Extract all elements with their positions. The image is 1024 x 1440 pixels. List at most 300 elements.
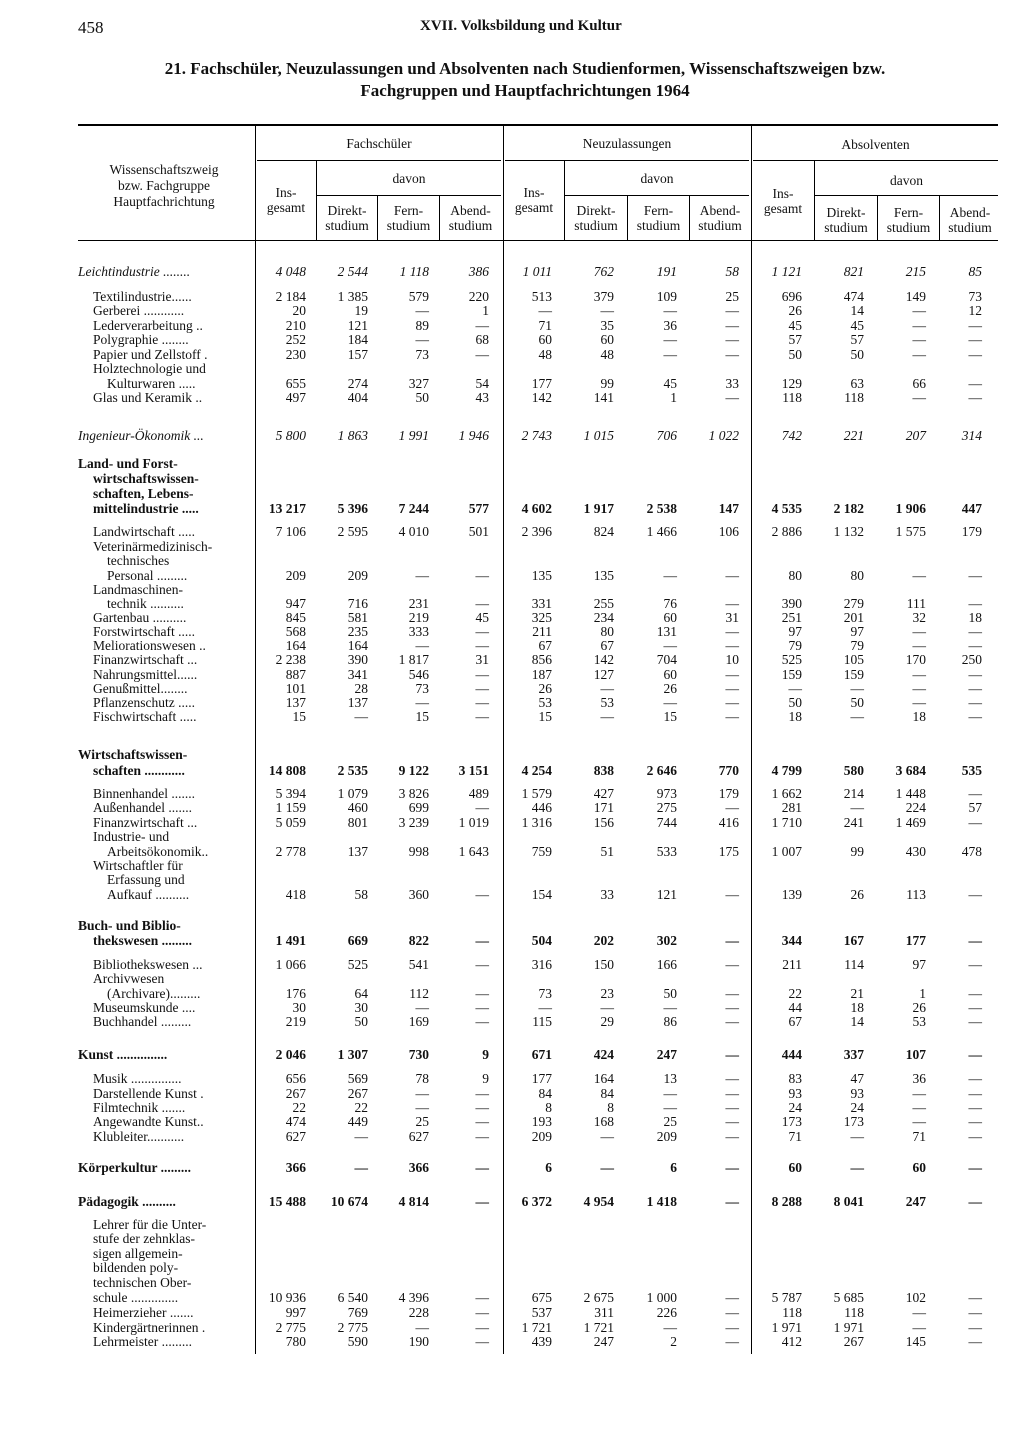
table-cell: — <box>415 303 429 318</box>
table-cell: — <box>968 332 982 347</box>
table-cell: 35 <box>600 318 614 333</box>
table-cell: 430 <box>905 844 926 859</box>
table-cell: — <box>968 1000 982 1015</box>
table-cell: 36 <box>663 318 677 333</box>
table-cell: 325 <box>531 610 552 625</box>
table-cell: 84 <box>538 1086 552 1101</box>
row-label: bildenden poly- <box>93 1260 179 1275</box>
row-label: Finanzwirtschaft ... <box>93 815 198 830</box>
table-cell: — <box>663 1100 677 1115</box>
table-cell: 4 799 <box>771 763 802 778</box>
table-cell: 2 544 <box>337 264 368 279</box>
insgesamt-header <box>256 185 316 215</box>
table-cell: 2 396 <box>521 524 552 539</box>
table-cell: — <box>725 1086 739 1101</box>
table-cell: — <box>415 568 429 583</box>
table-cell: 1 466 <box>646 524 677 539</box>
table-cell: — <box>850 681 864 696</box>
direkt-header <box>565 203 627 233</box>
table-cell: — <box>968 667 982 682</box>
table-cell: 25 <box>725 289 739 304</box>
table-cell: — <box>475 887 489 902</box>
table-cell: 444 <box>781 1047 802 1062</box>
table-cell: 219 <box>285 1014 306 1029</box>
table-cell: — <box>475 1100 489 1115</box>
table-cell: 177 <box>531 376 552 391</box>
table-cell: 29 <box>600 1014 614 1029</box>
table-cell: — <box>475 1129 489 1144</box>
table-cell: — <box>850 1129 864 1144</box>
group-header-neuzulassungen: Neuzulassungen <box>582 136 672 151</box>
table-cell: 656 <box>285 1071 306 1086</box>
table-cell: 145 <box>905 1334 926 1349</box>
table-cell: 26 <box>912 1000 926 1015</box>
table-cell: 58 <box>725 264 739 279</box>
table-cell: — <box>725 1305 739 1320</box>
table-cell: 14 <box>850 303 864 318</box>
direkt-header <box>317 203 377 233</box>
stub-header <box>78 162 250 210</box>
fern-header <box>628 203 689 233</box>
table-cell: 1 946 <box>458 428 489 443</box>
table-cell: 25 <box>415 1114 429 1129</box>
table-cell: 497 <box>285 390 306 405</box>
table-cell: 97 <box>788 624 802 639</box>
table-cell: 1 817 <box>398 652 429 667</box>
table-cell: 57 <box>788 332 802 347</box>
group-rule-absolventen <box>753 160 998 161</box>
table-cell: 10 <box>725 652 739 667</box>
table-cell: 581 <box>347 610 368 625</box>
table-cell: 742 <box>781 428 802 443</box>
table-cell: 699 <box>408 800 429 815</box>
row-label: Bibliothekswesen ... <box>93 957 203 972</box>
table-cell: 60 <box>538 332 552 347</box>
row-label: Buch- und Biblio- <box>78 918 181 933</box>
table-cell: 105 <box>843 652 864 667</box>
table-cell: — <box>912 1305 926 1320</box>
table-cell: — <box>725 933 739 948</box>
table-cell: 97 <box>850 624 864 639</box>
table-cell: 3 826 <box>398 786 429 801</box>
table-top-rule <box>78 124 998 126</box>
table-cell: — <box>968 695 982 710</box>
fern-header <box>378 203 439 233</box>
table-cell: 83 <box>788 1071 802 1086</box>
row-label: Erfassung und <box>107 872 185 887</box>
row-label: Archivwesen <box>93 971 165 986</box>
table-cell: — <box>663 1000 677 1015</box>
table-cell: 45 <box>475 610 489 625</box>
table-cell: 58 <box>354 887 368 902</box>
table-cell: 202 <box>593 933 614 948</box>
table-cell: 15 <box>663 709 677 724</box>
table-row <box>0 1129 1024 1145</box>
row-label: Angewandte Kunst.. <box>93 1114 204 1129</box>
table-cell: 30 <box>354 1000 368 1015</box>
abend-header <box>690 203 750 233</box>
table-cell: — <box>354 1160 368 1175</box>
table-cell: 769 <box>347 1305 368 1320</box>
table-cell: 327 <box>408 376 429 391</box>
row-label: Musik ............... <box>93 1071 182 1086</box>
table-cell: 247 <box>905 1194 926 1209</box>
table-cell: — <box>475 1320 489 1335</box>
table-row <box>0 918 1024 934</box>
table-cell: 201 <box>843 610 864 625</box>
table-cell: 759 <box>531 844 552 859</box>
table-cell: 57 <box>968 800 982 815</box>
table-cell: 1 079 <box>337 786 368 801</box>
table-cell: 366 <box>285 1160 306 1175</box>
table-cell: 6 372 <box>521 1194 552 1209</box>
table-cell: 220 <box>468 289 489 304</box>
table-cell: — <box>725 667 739 682</box>
table-cell: — <box>600 1000 614 1015</box>
table-cell: 184 <box>347 332 368 347</box>
table-cell: 24 <box>788 1100 802 1115</box>
table-cell: 416 <box>718 815 739 830</box>
table-cell: 235 <box>347 624 368 639</box>
table-cell: 78 <box>415 1071 429 1086</box>
row-label: Land- und Forst- <box>78 456 178 471</box>
table-cell: — <box>725 1014 739 1029</box>
table-cell: 113 <box>906 887 926 902</box>
row-label: Pflanzenschutz ..... <box>93 695 195 710</box>
table-cell: 2 <box>670 1334 677 1349</box>
table-cell: 177 <box>531 1071 552 1086</box>
row-label: wirtschaftswissen- <box>93 471 199 486</box>
table-cell: 1 011 <box>522 264 552 279</box>
row-label: Wirtschaftler für <box>93 858 183 873</box>
table-cell: 331 <box>531 596 552 611</box>
table-cell: 386 <box>468 264 489 279</box>
table-cell: 76 <box>663 596 677 611</box>
table-cell: 4 048 <box>275 264 306 279</box>
table-cell: 54 <box>475 376 489 391</box>
table-cell: 118 <box>844 390 864 405</box>
table-cell: — <box>968 1129 982 1144</box>
table-cell: — <box>538 303 552 318</box>
row-label: Finanzwirtschaft ... <box>93 652 198 667</box>
table-cell: — <box>475 1334 489 1349</box>
table-cell: 730 <box>408 1047 429 1062</box>
table-cell: 267 <box>347 1086 368 1101</box>
table-cell: 135 <box>531 568 552 583</box>
table-cell: — <box>725 681 739 696</box>
table-row <box>0 303 1024 319</box>
direkt-header <box>815 205 877 235</box>
row-label: Lederverarbeitung .. <box>93 318 203 333</box>
table-cell: 142 <box>531 390 552 405</box>
table-cell: 3 151 <box>458 763 489 778</box>
table-cell: 31 <box>475 652 489 667</box>
table-cell: 252 <box>285 332 306 347</box>
table-cell: 2 886 <box>771 524 802 539</box>
table-cell: 215 <box>905 264 926 279</box>
table-cell: 101 <box>285 681 306 696</box>
group-header-absolventen: Absolventen <box>841 137 910 152</box>
table-cell: 1 <box>919 986 926 1001</box>
table-cell: 281 <box>781 800 802 815</box>
row-label: Holztechnologie und <box>93 361 206 376</box>
row-label: Arbeitsökonomik.. <box>107 844 209 859</box>
row-label: Meliorationswesen .. <box>93 638 206 653</box>
table-cell: 513 <box>531 289 552 304</box>
table-cell: 535 <box>961 763 982 778</box>
table-cell: 67 <box>788 1014 802 1029</box>
table-cell: 7 244 <box>398 501 429 516</box>
table-cell: 1 469 <box>895 815 926 830</box>
table-cell: 60 <box>912 1160 926 1175</box>
table-cell: 187 <box>531 667 552 682</box>
table-cell: 822 <box>408 933 429 948</box>
row-label: schaften, Lebens- <box>93 486 194 501</box>
table-cell: 2 182 <box>833 501 864 516</box>
row-label: Wirtschaftswissen- <box>78 747 188 762</box>
table-cell: 66 <box>912 376 926 391</box>
table-cell: 80 <box>788 568 802 583</box>
table-cell: — <box>912 1100 926 1115</box>
table-cell: 51 <box>600 844 614 859</box>
table-cell: 2 538 <box>646 501 677 516</box>
row-label: technisches <box>107 553 170 568</box>
table-cell: 998 <box>408 844 429 859</box>
table-cell: — <box>663 332 677 347</box>
table-cell: 3 684 <box>895 763 926 778</box>
table-cell: — <box>968 1305 982 1320</box>
table-cell: 2 646 <box>646 763 677 778</box>
table-cell: — <box>475 1000 489 1015</box>
stub-header-line: Wissenschaftszweig <box>109 162 219 177</box>
table-cell: — <box>475 1160 489 1175</box>
table-cell: — <box>850 800 864 815</box>
table-cell: — <box>912 1320 926 1335</box>
table-cell: 1 159 <box>275 800 306 815</box>
header-line: Abend- <box>699 203 741 218</box>
table-cell: — <box>725 887 739 902</box>
table-cell: 1 000 <box>646 1290 677 1305</box>
table-cell: — <box>725 1320 739 1335</box>
table-cell: 73 <box>415 347 429 362</box>
table-cell: 1 491 <box>275 933 306 948</box>
table-row <box>0 1071 1024 1087</box>
table-cell: 48 <box>538 347 552 362</box>
table-cell: 478 <box>961 844 982 859</box>
table-cell: — <box>600 709 614 724</box>
table-cell: 1 662 <box>771 786 802 801</box>
table-cell: 211 <box>782 957 802 972</box>
table-cell: — <box>725 347 739 362</box>
table-cell: 424 <box>593 1047 614 1062</box>
table-cell: — <box>415 1320 429 1335</box>
table-cell: — <box>663 1086 677 1101</box>
row-label: Gartenbau .......... <box>93 610 187 625</box>
table-cell: 341 <box>347 667 368 682</box>
table-cell: — <box>968 887 982 902</box>
table-cell: 73 <box>538 986 552 1001</box>
table-cell: 655 <box>285 376 306 391</box>
table-cell: 106 <box>718 524 739 539</box>
row-label: Buchhandel ......... <box>93 1014 192 1029</box>
row-label: Aufkauf .......... <box>107 887 190 902</box>
table-cell: — <box>475 318 489 333</box>
header-line: Direkt- <box>327 203 367 218</box>
row-label: Glas und Keramik .. <box>93 390 203 405</box>
table-cell: — <box>968 1194 982 1209</box>
table-cell: 18 <box>850 1000 864 1015</box>
table-cell: 147 <box>718 501 739 516</box>
row-label: Darstellende Kunst . <box>93 1086 204 1101</box>
table-cell: — <box>968 957 982 972</box>
row-label: Kunst ............... <box>78 1047 168 1062</box>
table-cell: 2 535 <box>337 763 368 778</box>
row-label: thekswesen ......... <box>93 933 193 948</box>
table-cell: — <box>475 957 489 972</box>
row-label: Außenhandel ....... <box>93 800 192 815</box>
table-cell: — <box>725 624 739 639</box>
table-cell: 704 <box>656 652 677 667</box>
table-cell: 274 <box>347 376 368 391</box>
table-cell: 279 <box>843 596 864 611</box>
table-cell: 22 <box>292 1100 306 1115</box>
table-cell: 156 <box>593 815 614 830</box>
header-line: studium <box>698 218 742 233</box>
table-cell: 390 <box>781 596 802 611</box>
row-label: Polygraphie ........ <box>93 332 189 347</box>
table-cell: 4 602 <box>521 501 552 516</box>
table-cell: 112 <box>409 986 429 1001</box>
table-cell: 26 <box>663 681 677 696</box>
table-cell: — <box>663 347 677 362</box>
table-cell: 255 <box>593 596 614 611</box>
table-cell: 171 <box>593 800 614 815</box>
table-cell: 579 <box>408 289 429 304</box>
table-cell: 525 <box>347 957 368 972</box>
table-row <box>0 456 1024 472</box>
table-cell: 489 <box>468 786 489 801</box>
table-cell: 135 <box>593 568 614 583</box>
table-cell: 93 <box>788 1086 802 1101</box>
table-cell: 360 <box>408 887 429 902</box>
header-line: Direkt- <box>576 203 616 218</box>
table-cell: — <box>725 596 739 611</box>
table-cell: 1 022 <box>708 428 739 443</box>
table-cell: 28 <box>354 681 368 696</box>
table-cell: 159 <box>781 667 802 682</box>
row-label: technischen Ober- <box>93 1275 192 1290</box>
table-cell: 80 <box>850 568 864 583</box>
table-cell: 102 <box>905 1290 926 1305</box>
row-label: Pädagogik .......... <box>78 1194 176 1209</box>
table-cell: — <box>663 303 677 318</box>
table-cell: 60 <box>663 610 677 625</box>
table-cell: 1 121 <box>771 264 802 279</box>
table-row <box>0 524 1024 540</box>
table-cell: 504 <box>531 933 552 948</box>
table-cell: — <box>725 568 739 583</box>
table-cell: 137 <box>347 695 368 710</box>
table-cell: 1 <box>670 390 677 405</box>
table-cell: — <box>663 568 677 583</box>
table-cell: — <box>475 624 489 639</box>
table-cell: — <box>850 1160 864 1175</box>
table-cell: 118 <box>782 390 802 405</box>
row-label: Genußmittel........ <box>93 681 188 696</box>
table-cell: — <box>912 347 926 362</box>
table-cell: 64 <box>354 986 368 1001</box>
table-cell: 176 <box>285 986 306 1001</box>
table-cell: 344 <box>781 933 802 948</box>
table-row <box>0 971 1024 987</box>
table-cell: 107 <box>905 1047 926 1062</box>
table-cell: 1 316 <box>521 815 552 830</box>
header-line: studium <box>636 218 681 233</box>
table-cell: 267 <box>843 1334 864 1349</box>
table-cell: 33 <box>600 887 614 902</box>
table-cell: — <box>725 1047 739 1062</box>
table-cell: 887 <box>285 667 306 682</box>
table-cell: 177 <box>905 933 926 948</box>
table-cell: — <box>968 376 982 391</box>
table-cell: 1 066 <box>275 957 306 972</box>
table-cell: 80 <box>600 624 614 639</box>
row-label: schaften ............ <box>93 763 185 778</box>
table-cell: — <box>912 568 926 583</box>
header-line: gesamt <box>763 201 803 216</box>
table-row <box>0 361 1024 377</box>
table-cell: 22 <box>354 1100 368 1115</box>
table-cell: 25 <box>663 1114 677 1129</box>
table-cell: 137 <box>347 844 368 859</box>
table-cell: — <box>912 1114 926 1129</box>
table-cell: 45 <box>663 376 677 391</box>
table-cell: — <box>725 1334 739 1349</box>
table-cell: 154 <box>531 887 552 902</box>
table-cell: 193 <box>531 1114 552 1129</box>
table-cell: 111 <box>906 596 926 611</box>
table-cell: 1 575 <box>895 524 926 539</box>
table-cell: 121 <box>656 887 677 902</box>
table-cell: 6 <box>670 1160 677 1175</box>
table-cell: — <box>725 1114 739 1129</box>
table-row <box>0 747 1024 763</box>
table-cell: 23 <box>600 986 614 1001</box>
table-cell: 84 <box>600 1086 614 1101</box>
stub-header-line: Hauptfachrichtung <box>113 194 215 209</box>
row-label: Lehrer für die Unter- <box>93 1217 207 1232</box>
table-cell: 333 <box>408 624 429 639</box>
table-cell: 250 <box>961 652 982 667</box>
table-row <box>0 1275 1024 1291</box>
table-cell: — <box>600 681 614 696</box>
table-cell: — <box>968 1086 982 1101</box>
table-cell: 577 <box>468 501 489 516</box>
table-cell: 474 <box>843 289 864 304</box>
table-cell: — <box>600 303 614 318</box>
table-cell: — <box>415 1086 429 1101</box>
table-cell: 627 <box>408 1129 429 1144</box>
table-cell: 1 307 <box>337 1047 368 1062</box>
table-cell: 219 <box>408 610 429 625</box>
table-cell: 8 288 <box>771 1194 802 1209</box>
table-row <box>0 390 1024 406</box>
table-cell: 1 448 <box>895 786 926 801</box>
table-cell: 2 046 <box>275 1047 306 1062</box>
table-cell: 50 <box>415 390 429 405</box>
table-cell: — <box>415 638 429 653</box>
table-cell: 26 <box>538 681 552 696</box>
